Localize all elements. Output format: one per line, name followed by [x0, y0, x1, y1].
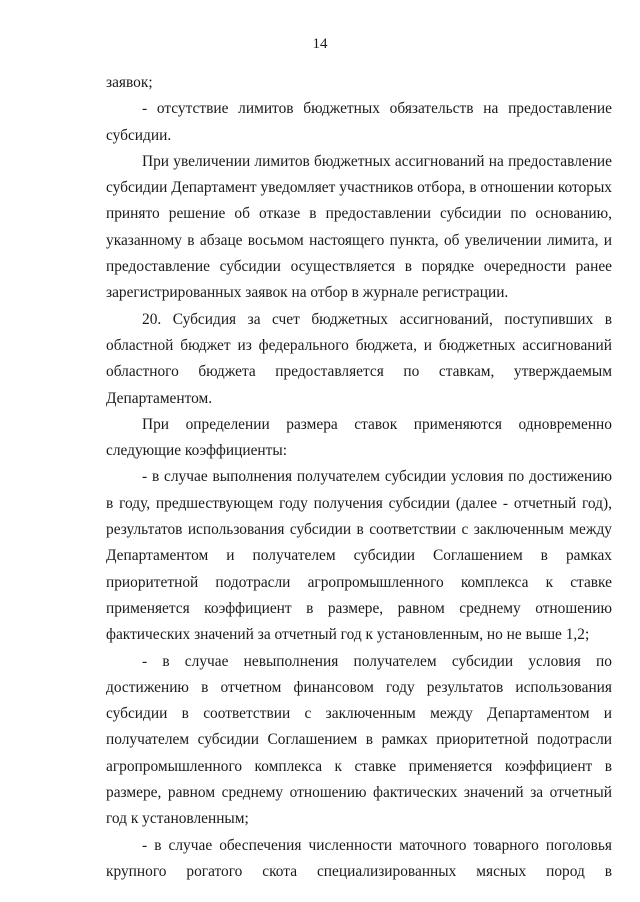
paragraph-no-limits: - отсутствие лимитов бюджетных обязательств на предоставление субсидии.	[106, 100, 612, 144]
page-number: 14	[312, 36, 328, 52]
paragraph-limit-increase: При увеличении лимитов бюджетных ассигнований на предоставление субсидии Департамент уведомляет участников отбора, в отношении которых принято решение об отказе в предоставлении субсидии по основанию, указанному в абзаце восьмом настоящего пункта, об увеличении лимита, и предоставление субсидии осуществляется в порядке очередности ранее зарегистрированных заявок на отбор в журнале регистрации.	[106, 152, 612, 302]
paragraph-nonfulfilment-coefficient: - в случае невыполнения получателем субсидии условия по достижению в отчетном финансовом году результатов использования субсидии в соответствии с заключенным между Департаментом и получателем субсидии Соглашением в рамках приоритетной подотрасли агропромышленного комплекса к ставке применяется коэффициент в размере, равном среднему отношению фактических значений за отчетный год к установленным;	[106, 652, 612, 828]
paragraph-fulfilment-coefficient: - в случае выполнения получателем субсидии условия по достижению в году, предшествующем году получения субсидии (далее - отчетный год), результатов использования субсидии в соответствии с заключенным между Департаментом и получателем субсидии Соглашением в рамках приоритетной подотрасли агропромышленного комплекса к ставке применяется коэффициент в размере, равном среднему отношению фактических значений за отчетный год к установленным, но не выше 1,2;	[106, 468, 612, 644]
paragraph-continuation: заявок;	[106, 74, 153, 91]
paragraph-item-20: 20. Субсидия за счет бюджетных ассигнований, поступивших в областной бюджет из федерального бюджета, и бюджетных ассигнований областного бюджета предоставляется по ставкам, утверждаемым Департаментом.	[106, 310, 612, 407]
document-body	[106, 70, 612, 885]
paragraph-livestock-condition: - в случае обеспечения численности маточного товарного поголовья крупного рогатого скота специализированных мясных пород в	[106, 836, 612, 880]
paragraph-coefficients-intro: При определении размера ставок применяются одновременно следующие коэффициенты:	[106, 415, 612, 460]
